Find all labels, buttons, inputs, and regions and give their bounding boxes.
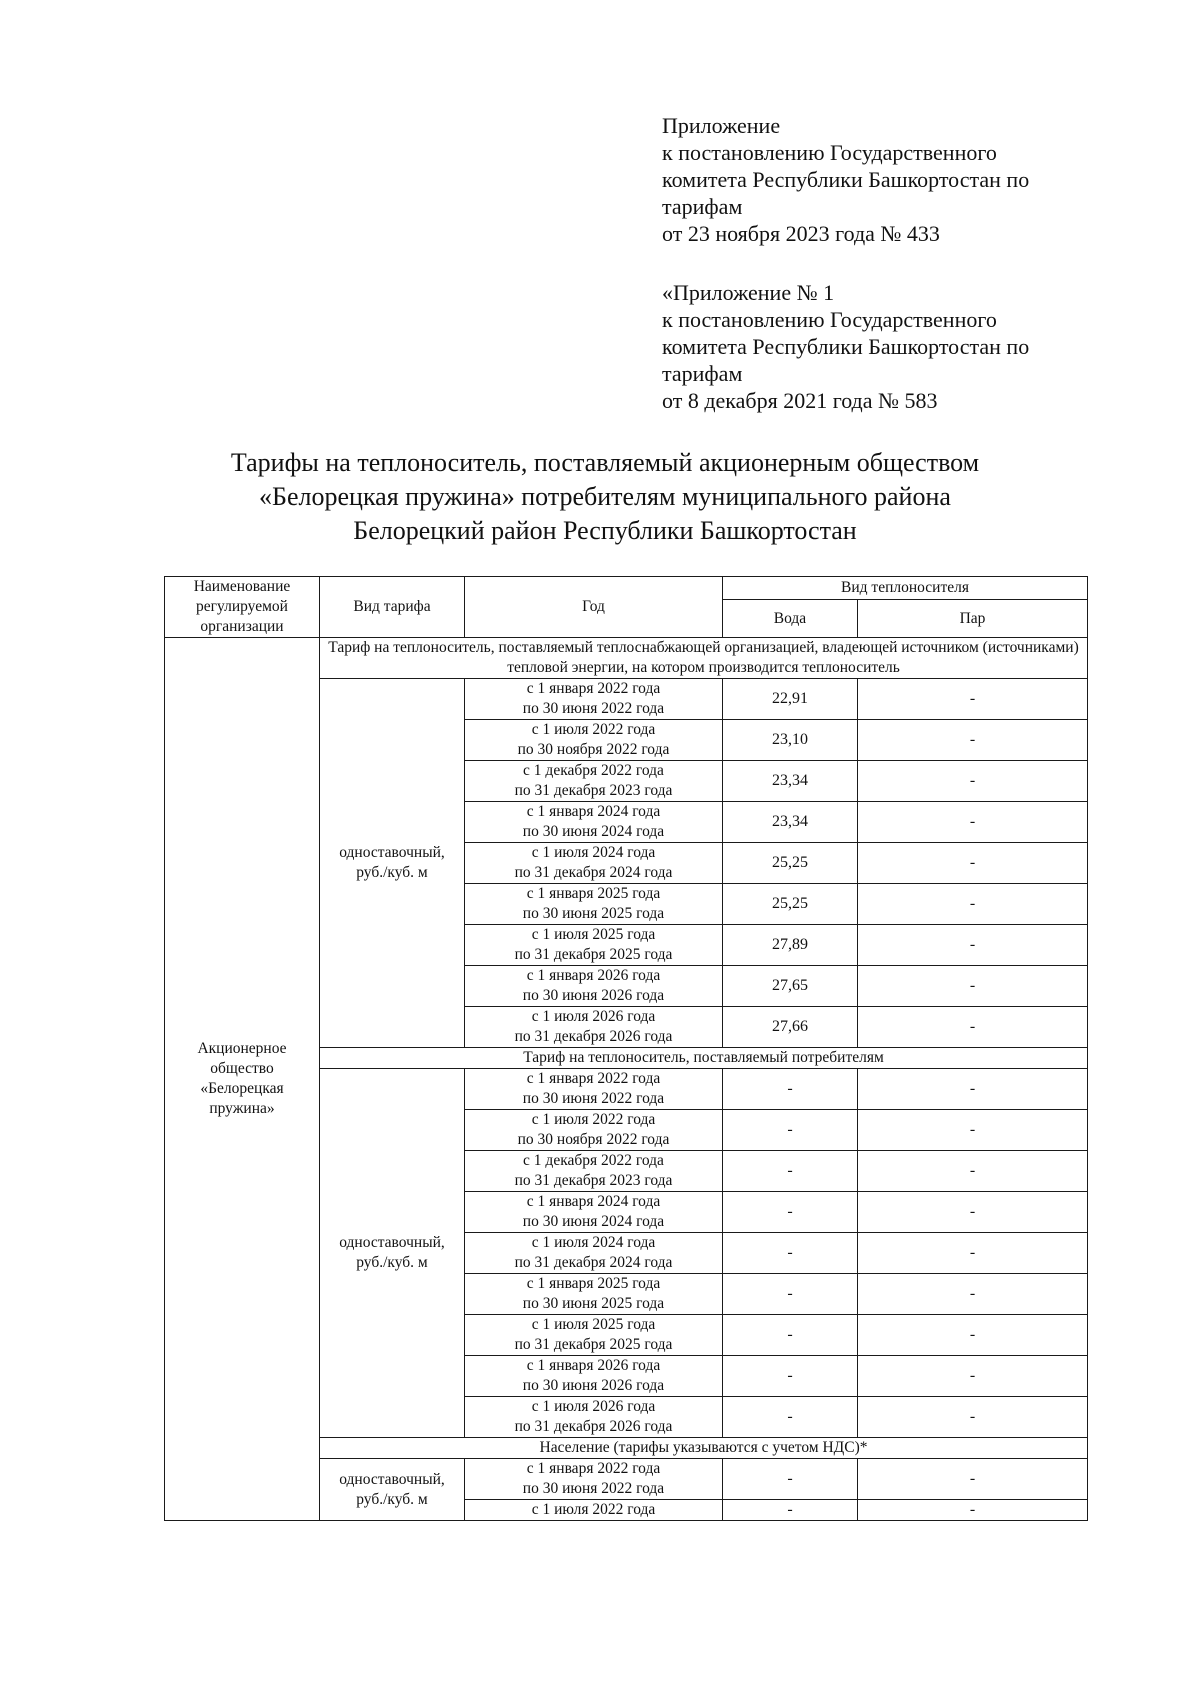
steam-value: - [858,966,1088,1007]
steam-value: - [858,1315,1088,1356]
appendix-line: Приложение [662,113,781,138]
appendix-line: от 8 декабря 2021 года № 583 [662,388,938,413]
water-value: 27,66 [723,1007,858,1048]
title-line: «Белорецкая пружина» потребителям муниципального района [259,482,951,511]
steam-value: - [858,1192,1088,1233]
period-cell [465,1274,723,1315]
period-to: по 31 декабря 2025 года [514,1336,673,1353]
water-value: - [723,1274,858,1315]
steam-value: - [858,1500,1088,1521]
water-value: - [723,1397,858,1438]
period-from: с 1 января 2024 года [526,1193,661,1210]
tariff-table [164,576,1088,1521]
tariff-type: одноставочный, руб./куб. м [320,1069,465,1438]
steam-value: - [858,925,1088,966]
section-row [165,638,1088,679]
period-cell [465,1110,723,1151]
steam-value: - [858,761,1088,802]
period-from: с 1 января 2026 года [526,967,661,984]
period-from: с 1 июля 2024 года [531,1234,656,1251]
water-value: - [723,1459,858,1500]
section-title: Население (тарифы указываются с учетом НДС)* [320,1438,1088,1459]
period-cell [465,1356,723,1397]
water-value: - [723,1069,858,1110]
period-to: по 31 декабря 2023 года [514,1172,673,1189]
header-steam: Пар [858,600,1088,638]
steam-value: - [858,802,1088,843]
period-cell [465,1069,723,1110]
period-to: по 31 декабря 2025 года [514,946,673,963]
period-from: с 1 января 2022 года [526,1070,661,1087]
appendix-line: комитета Республики Башкортостан по [662,167,1030,192]
header-tariff-type: Вид тарифа [320,577,465,638]
period-cell [465,679,723,720]
period-to: по 30 июня 2022 года [522,1480,665,1497]
period-from: с 1 января 2025 года [526,885,661,902]
period-from: с 1 июля 2026 года [531,1398,656,1415]
period-cell [465,1459,723,1500]
water-value: - [723,1500,858,1521]
period-cell [465,1151,723,1192]
period-from: с 1 декабря 2022 года [523,762,664,779]
period-to: по 30 июня 2022 года [522,1090,665,1107]
period-from: с 1 июля 2022 года [531,721,656,738]
period-to: по 30 июня 2025 года [522,905,665,922]
period-from: с 1 января 2024 года [526,803,661,820]
period-to: по 31 декабря 2024 года [514,1254,673,1271]
steam-value: - [858,843,1088,884]
appendix-line: «Приложение № 1 [662,280,835,305]
water-value: - [723,1151,858,1192]
water-value: 27,65 [723,966,858,1007]
period-to: по 30 июня 2026 года [522,987,665,1004]
period-cell [465,802,723,843]
appendix-previous [662,279,1082,414]
period-from: с 1 января 2026 года [526,1357,661,1374]
period-to: по 30 июня 2024 года [522,1213,665,1230]
period-cell [465,761,723,802]
header-water: Вода [723,600,858,638]
appendix-line: от 23 ноября 2023 года № 433 [662,221,940,246]
appendix-line: к постановлению Государственного [662,140,997,165]
period-cell [465,1315,723,1356]
period-from: с 1 января 2022 года [526,1460,661,1477]
period-to: по 31 декабря 2026 года [514,1418,673,1435]
period-to: по 31 декабря 2024 года [514,864,673,881]
period-to: по 30 июня 2024 года [522,823,665,840]
period-to: по 30 ноября 2022 года [517,1131,670,1148]
steam-value: - [858,1233,1088,1274]
period-from: с 1 июля 2022 года [531,1111,656,1128]
steam-value: - [858,1397,1088,1438]
period-cell [465,1007,723,1048]
header-carrier: Вид теплоносителя [723,577,1088,600]
steam-value: - [858,1110,1088,1151]
period-to: по 30 июня 2026 года [522,1377,665,1394]
steam-value: - [858,1151,1088,1192]
period-to: по 30 ноября 2022 года [517,741,670,758]
appendix-line: комитета Республики Башкортостан по [662,334,1030,359]
period-cell [465,843,723,884]
document-title [150,446,1060,548]
water-value: - [723,1110,858,1151]
steam-value: - [858,1069,1088,1110]
title-line: Тарифы на теплоноситель, поставляемый акционерным обществом [230,448,980,477]
header-org: Наименование регулируемой организации [165,577,320,638]
period-cell [465,884,723,925]
period-from: с 1 июля 2026 года [531,1008,656,1025]
steam-value: - [858,1356,1088,1397]
steam-value: - [858,1274,1088,1315]
steam-value: - [858,1007,1088,1048]
period-from: с 1 июля 2025 года [531,1316,656,1333]
title-line: Белорецкий район Республики Башкортостан [353,516,857,545]
water-value: - [723,1315,858,1356]
period-cell [465,1397,723,1438]
water-value: - [723,1356,858,1397]
water-value: 27,89 [723,925,858,966]
water-value: 22,91 [723,679,858,720]
period-from: с 1 января 2022 года [526,680,661,697]
period-from: с 1 января 2025 года [526,1275,661,1292]
header-year: Год [465,577,723,638]
period-to: по 31 декабря 2026 года [514,1028,673,1045]
section-title: Тариф на теплоноситель, поставляемый теплоснабжающей организацией, владеющей источником (источниками) тепловой энергии, на котором производится теплоноситель [320,638,1088,679]
period-from: с 1 июля 2022 года [531,1501,656,1518]
period-cell [465,1500,723,1521]
water-value: 25,25 [723,843,858,884]
section-title: Тариф на теплоноситель, поставляемый потребителям [320,1048,1088,1069]
period-to: по 30 июня 2022 года [522,700,665,717]
period-cell [465,1192,723,1233]
period-from: с 1 декабря 2022 года [523,1152,664,1169]
period-cell [465,925,723,966]
steam-value: - [858,679,1088,720]
period-cell [465,1233,723,1274]
water-value: 23,34 [723,761,858,802]
water-value: 23,10 [723,720,858,761]
period-to: по 30 июня 2025 года [522,1295,665,1312]
water-value: - [723,1233,858,1274]
period-cell [465,966,723,1007]
tariff-type: одноставочный, руб./куб. м [320,679,465,1048]
steam-value: - [858,1459,1088,1500]
appendix-line: тарифам [662,194,743,219]
org-name: Акционерное общество «Белорецкая пружина» [165,638,320,1521]
water-value: 25,25 [723,884,858,925]
appendix-line: тарифам [662,361,743,386]
appendix-line: к постановлению Государственного [662,307,997,332]
water-value: 23,34 [723,802,858,843]
period-from: с 1 июля 2025 года [531,926,656,943]
appendix-current [662,112,1082,247]
period-to: по 31 декабря 2023 года [514,782,673,799]
steam-value: - [858,884,1088,925]
tariff-type: одноставочный, руб./куб. м [320,1459,465,1521]
period-cell [465,720,723,761]
steam-value: - [858,720,1088,761]
water-value: - [723,1192,858,1233]
period-from: с 1 июля 2024 года [531,844,656,861]
